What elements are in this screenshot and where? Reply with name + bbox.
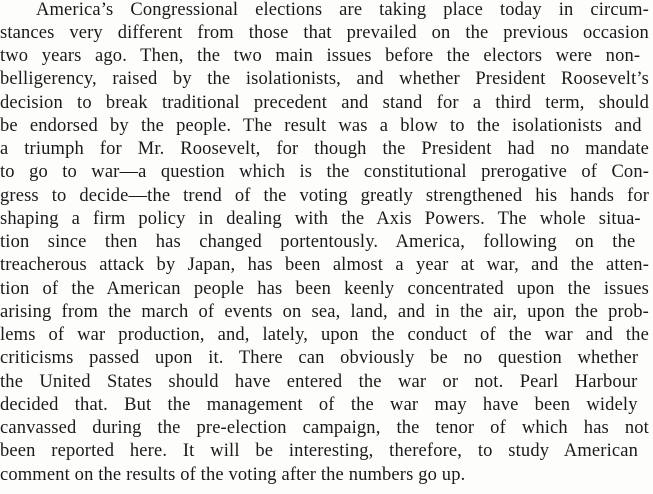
article-line: tion since then has changed portentously. America, following on the <box>0 232 636 252</box>
article-line: America’s Congressional elections are taking place today in circum- <box>36 0 649 20</box>
article-line: canvassed during the pre-election campaign, the tenor of which has not <box>0 418 649 438</box>
article-line: belligerency, raised by the isolationists, and whether President Roosevelt’s <box>0 69 650 89</box>
article-line: gress to decide—the trend of the voting greatly strengthened his hands for <box>0 186 650 206</box>
article-line: decided that. But the management of the war may have been widely <box>0 395 638 415</box>
article-line: to go to war—a question which is the constitutional prerogative of Con- <box>0 162 650 182</box>
article-line: comment on the results of the voting after the numbers go up. <box>0 465 466 485</box>
article-line: lems of war production, and, lately, upon the conduct of the war and the <box>0 325 649 345</box>
article-line: two years ago. Then, the two main issues before the electors were non- <box>0 46 641 66</box>
article-line: treacherous attack by Japan, has been almost a year at war, and the atten- <box>0 255 649 275</box>
article-line: decision to break traditional precedent and stand for a third term, should <box>0 93 649 113</box>
article-line: tion of the American people has been keenly concentrated upon the issues <box>0 279 649 299</box>
article-line: shaping a firm policy in dealing with the Axis Powers. The whole situa- <box>0 209 641 229</box>
article-line: criticisms passed upon it. There can obviously be no question whether <box>0 348 639 368</box>
article-line: stances very different from those that prevailed on the previous occasion <box>0 23 649 43</box>
article-line: the United States should have entered the war or not. Pearl Harbour <box>0 372 638 392</box>
article-line: a triumph for Mr. Roosevelt, for though the President had no mandate <box>0 139 649 159</box>
article-line: been reported here. It will be interesting, therefore, to study American <box>0 441 638 461</box>
article-line: arising from the march of events on sea, land, and in the air, upon the prob- <box>0 302 649 322</box>
article-line: be endorsed by the people. The result was a blow to the isolationists and <box>0 116 642 136</box>
